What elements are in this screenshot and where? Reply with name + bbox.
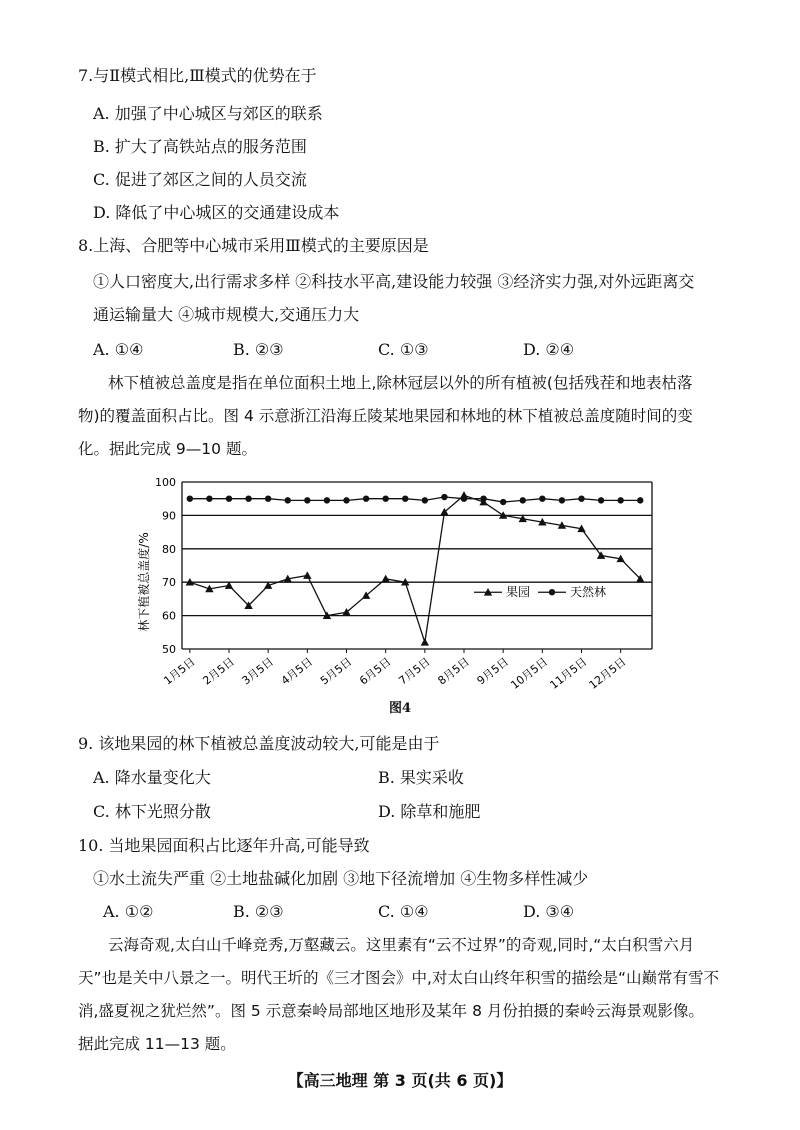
question-8-stem: 8.上海、合肥等中心城市采用Ⅲ模式的主要原因是 xyxy=(78,236,429,255)
x-tick-label: 9月5日 xyxy=(474,655,512,688)
q10-option-d: D. ③④ xyxy=(523,902,575,921)
q8-items-line-1: ①人口密度大,出行需求多样 ②科技水平高,建设能力较强 ③经济实力强,对外远距离交 xyxy=(93,272,695,291)
x-tick-label: 7月5日 xyxy=(396,655,433,688)
q10-option-b: B. ②③ xyxy=(233,902,284,921)
passage-line: 据此完成 11—13 题。 xyxy=(78,1035,236,1053)
q10-items: ①水土流失严重 ②土地盐碱化加剧 ③地下径流增加 ④生物多样性减少 xyxy=(93,869,589,888)
series-line-circle xyxy=(190,497,640,502)
q7-option-a: A. 加强了中心城区与郊区的联系 xyxy=(93,104,323,123)
chart-series xyxy=(186,491,645,646)
passage-line: 化。据此完成 9—10 题。 xyxy=(78,440,257,458)
y-tick-label: 90 xyxy=(162,509,176,523)
y-tick-label: 70 xyxy=(162,576,176,590)
data-point-circle xyxy=(539,496,545,502)
passage-line: 林下植被总盖度是指在单位面积土地上,除林冠层以外的所有植被(包括残茬和地表枯落 xyxy=(108,374,693,392)
question-7-stem: 7.与Ⅱ模式相比,Ⅲ模式的优势在于 xyxy=(78,66,317,85)
question-9-stem: 9. 该地果园的林下植被总盖度波动较大,可能是由于 xyxy=(78,734,440,753)
data-point-circle xyxy=(578,496,584,502)
data-point-circle xyxy=(480,496,486,502)
data-point-circle xyxy=(559,497,565,503)
data-point-circle xyxy=(500,499,506,505)
x-tick-label: 12月5日 xyxy=(586,655,629,692)
data-point-circle xyxy=(422,497,428,503)
q10-option-c: C. ①④ xyxy=(378,902,429,921)
q9-option-a: A. 降水量变化大 xyxy=(93,768,211,787)
x-tick-label: 11月5日 xyxy=(547,655,590,692)
q8-option-b: B. ②③ xyxy=(233,340,284,359)
legend-marker-circle xyxy=(549,589,555,595)
q10-option-a: A. ①② xyxy=(103,902,154,921)
q8-option-d: D. ②④ xyxy=(523,340,575,359)
y-tick-label: 50 xyxy=(162,643,176,656)
data-point-circle xyxy=(520,497,526,503)
q9-option-d: D. 除草和施肥 xyxy=(378,802,481,821)
data-point-circle xyxy=(304,497,310,503)
data-point-circle xyxy=(402,496,408,502)
data-point-circle xyxy=(637,497,643,503)
data-point-circle xyxy=(382,496,388,502)
passage-cloud-sea xyxy=(78,929,728,1061)
x-tick-label: 2月5日 xyxy=(200,655,237,688)
q7-option-c: C. 促进了郊区之间的人员交流 xyxy=(93,170,307,189)
data-point-triangle xyxy=(303,571,311,579)
series-line-triangle xyxy=(190,495,640,642)
q9-option-c: C. 林下光照分散 xyxy=(93,802,211,821)
x-tick-label: 10月5日 xyxy=(508,655,551,692)
y-tick-label: 80 xyxy=(162,542,176,556)
data-point-circle xyxy=(245,496,251,502)
chart-legend xyxy=(474,584,606,599)
legend-label-forest: 天然林 xyxy=(570,585,607,600)
y-tick-label: 100 xyxy=(155,476,176,489)
data-point-triangle xyxy=(421,638,429,646)
y-tick-label: 60 xyxy=(162,609,176,623)
passage-line: 物)的覆盖面积占比。图 4 示意浙江沿海丘陵某地果园和林地的林下植被总盖度随时间的变 xyxy=(78,407,693,425)
passage-line: 云海奇观,太白山千峰竞秀,万壑藏云。这里素有“云不过界”的奇观,同时,“太白积雪六月 xyxy=(108,936,695,954)
chart-grid xyxy=(182,482,652,649)
data-point-circle xyxy=(226,496,232,502)
figure-caption: 图4 xyxy=(388,701,412,716)
data-point-circle xyxy=(617,497,623,503)
question-10-stem: 10. 当地果园面积占比逐年升高,可能导致 xyxy=(78,836,370,855)
data-point-circle xyxy=(441,494,447,500)
q7-option-d: D. 降低了中心城区的交通建设成本 xyxy=(93,203,340,222)
q8-option-c: C. ①③ xyxy=(378,340,429,359)
page-footer: 【高三地理 第 3 页(共 6 页)】 xyxy=(287,1071,513,1090)
legend-label-orchard: 果园 xyxy=(506,585,531,600)
y-axis-label: 林下植被总盖度/% xyxy=(137,532,151,632)
passage-vegetation-cover xyxy=(78,367,728,466)
x-tick-labels xyxy=(161,649,628,692)
data-point-circle xyxy=(285,497,291,503)
figure-4-line-chart xyxy=(130,468,670,693)
q7-option-b: B. 扩大了高铁站点的服务范围 xyxy=(93,137,307,156)
data-point-circle xyxy=(324,497,330,503)
passage-line: 天”也是关中八景之一。明代王圻的《三才图会》中,对太白山终年积雪的描绘是“山巅常有雪不 xyxy=(78,969,719,987)
q9-option-b: B. 果实采收 xyxy=(378,768,464,787)
data-point-circle xyxy=(363,496,369,502)
data-point-circle xyxy=(461,496,467,502)
data-point-circle xyxy=(265,496,271,502)
x-tick-label: 6月5日 xyxy=(357,655,394,688)
q8-option-a: A. ①④ xyxy=(93,340,144,359)
x-tick-label: 4月5日 xyxy=(278,655,316,688)
data-point-circle xyxy=(598,497,604,503)
data-point-circle xyxy=(206,496,212,502)
x-tick-label: 1月5日 xyxy=(161,655,198,688)
data-point-circle xyxy=(343,497,349,503)
x-tick-label: 3月5日 xyxy=(239,655,277,688)
x-tick-label: 5月5日 xyxy=(317,655,355,688)
data-point-circle xyxy=(187,496,193,502)
y-tick-labels xyxy=(155,476,176,656)
x-tick-label: 8月5日 xyxy=(435,655,472,688)
q8-items-line-2: 通运输量大 ④城市规模大,交通压力大 xyxy=(93,305,360,324)
passage-line: 消,盛夏视之犹烂然”。图 5 示意秦岭局部地区地形及某年 8 月份拍摄的秦岭云海景观影像。 xyxy=(78,1002,704,1020)
data-point-triangle xyxy=(381,575,389,583)
